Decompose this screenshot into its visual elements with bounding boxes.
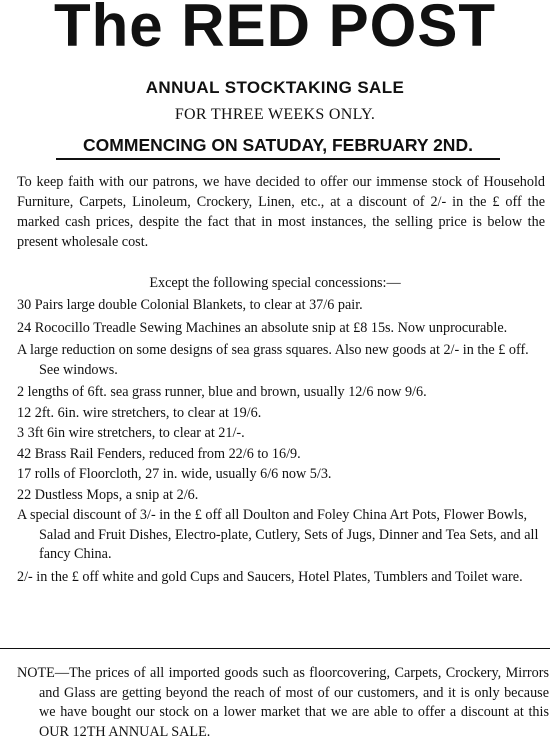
list-item: 2 lengths of 6ft. sea grass runner, blue and brown, usually 12/6 now 9/6. (17, 384, 427, 400)
list-item: 24 Rococillo Treadle Sewing Machines an absolute snip at £8 15s. Now unprocurable. (17, 319, 508, 336)
list-item: 17 rolls of Floorcloth, 27 in. wide, usually 6/6 now 5/3. (17, 466, 332, 482)
list-item: 3 3ft 6in wire stretchers, to clear at 21/-. (17, 425, 245, 441)
list-item: 22 Dustless Mops, a snip at 2/6. (17, 486, 199, 503)
note-paragraph: NOTE—The prices of all imported goods such as floorcovering, Carpets, Crockery, Mirrors and Glass are getting beyond the reach of most of our customers, and it is only because we have bought our stock on a lower market that we are able to offer a discount at this OUR 12TH ANNUAL SALE. (17, 665, 549, 740)
masthead-title: The RED POST (53, 0, 497, 59)
divider (0, 648, 550, 649)
sale-title: ANNUAL STOCKTAKING SALE (145, 78, 405, 97)
concessions-list (17, 296, 547, 590)
intro-text: To keep faith with our patrons, we have decided to offer our immense stock of Household Furniture, Carpets, Linoleum, Crockery, Linen, etc., at a discount of 2/- in the £ off the marked cash prices, despite the fact that in most instances, the selling price is below the present wholesale cost. (17, 174, 545, 250)
list-item: 12 2ft. 6in. wire stretchers, to clear at 19/6. (17, 404, 262, 421)
list-item: 30 Pairs large double Colonial Blankets, to clear at 37/6 pair. (17, 297, 363, 313)
list-item: A special discount of 3/- in the £ off all Doulton and Foley China Art Pots, Flower Bowls, Salad and Fruit Dishes, Electro-plate, Cutlery, Sets of Jugs, Dinner and Tea Sets, and all fancy China. (17, 507, 539, 562)
list-item: A large reduction on some designs of sea grass squares. Also new goods at 2/- in the £ off. See windows. (17, 342, 529, 378)
concessions-heading: Except the following special concessions:— (149, 275, 401, 291)
intro-paragraph (17, 172, 545, 252)
list-item: 42 Brass Rail Fenders, reduced from 22/6 to 16/9. (17, 445, 301, 462)
list-item: 2/- in the £ off white and gold Cups and Saucers, Hotel Plates, Tumblers and Toilet ware. (17, 568, 523, 585)
commencing-date: COMMENCING ON SATUDAY, FEBRUARY 2ND. (56, 134, 500, 160)
sale-duration: FOR THREE WEEKS ONLY. (174, 106, 376, 123)
